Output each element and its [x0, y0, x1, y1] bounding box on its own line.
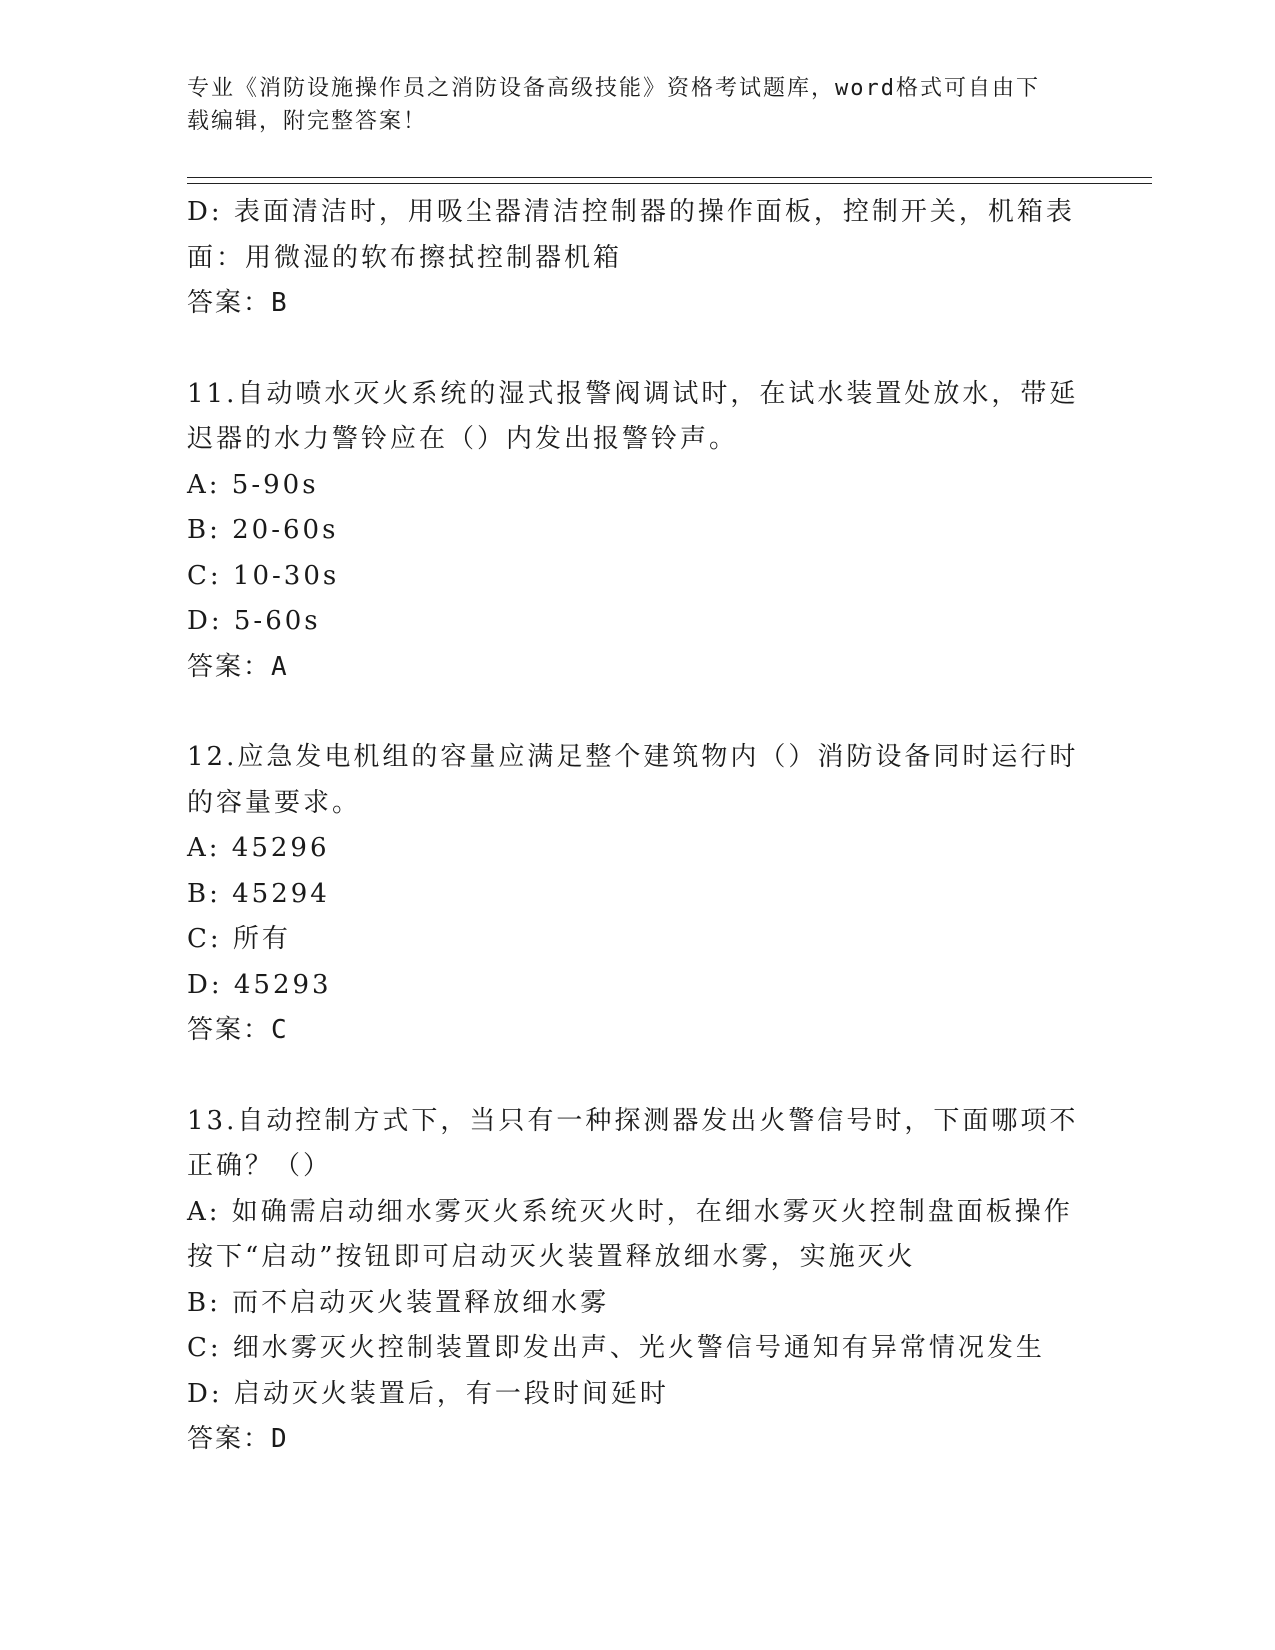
answer: 答案：A: [187, 651, 289, 682]
option-b: B: 而不启动灭火装置释放细水雾: [187, 1287, 610, 1318]
question-stem-continued: 正确？（）: [187, 1151, 333, 1181]
option-a: A: 5-90s: [187, 469, 319, 500]
question-stem-continued: 的容量要求。: [187, 787, 362, 818]
question-stem: 13.自动控制方式下，当只有一种探测器发出火警信号时，下面哪项不: [187, 1105, 1079, 1136]
question-content: [187, 190, 1087, 1463]
option-d: D: 45293: [187, 969, 332, 1000]
option-a: A: 45296: [187, 833, 330, 863]
option-d: D: 5-60s: [187, 606, 321, 636]
question-11: [187, 372, 1087, 691]
option-d-continued: 面：用微湿的软布擦拭控制器机箱: [187, 242, 623, 273]
question-13: [187, 1099, 1087, 1463]
option-d: D: 表面清洁时，用吸尘器清洁控制器的操作面板，控制开关，机箱表: [187, 197, 1075, 227]
header-rule-bottom: [187, 183, 1152, 184]
document-header: [187, 72, 1067, 138]
question-stem: 11.自动喷水灭火系统的湿式报警阀调试时，在试水装置处放水，带延: [187, 378, 1079, 409]
header-rule-top: [187, 177, 1152, 178]
question-12: [187, 735, 1087, 1054]
header-line-2: 载编辑，附完整答案！: [187, 109, 428, 134]
option-b: B: 20-60s: [187, 515, 339, 545]
answer: 答案：C: [187, 1015, 289, 1045]
option-b: B: 45294: [187, 878, 330, 909]
option-d: D: 启动灭火装置后，有一段时间延时: [187, 1378, 669, 1409]
option-a-continued: 按下“启动”按钮即可启动灭火装置释放细水雾，实施灭火: [187, 1242, 916, 1272]
question-stem: 12.应急发电机组的容量应满足整个建筑物内（）消防设备同时运行时: [187, 742, 1079, 772]
option-c: C: 细水雾灭火控制装置即发出声、光火警信号通知有异常情况发生: [187, 1333, 1045, 1363]
answer: 答案：B: [187, 288, 289, 318]
option-c: C: 所有: [187, 924, 291, 954]
option-a: A: 如确需启动细水雾灭火系统灭火时，在细水雾灭火控制盘面板操作: [187, 1196, 1073, 1227]
option-c: C: 10-30s: [187, 560, 340, 591]
continued-question: [187, 190, 1087, 327]
question-stem-continued: 迟器的水力警铃应在（）内发出报警铃声。: [187, 424, 739, 454]
header-line-1: 专业《消防设施操作员之消防设备高级技能》资格考试题库，word格式可自由下: [187, 76, 1040, 101]
answer: 答案：D: [187, 1424, 289, 1454]
